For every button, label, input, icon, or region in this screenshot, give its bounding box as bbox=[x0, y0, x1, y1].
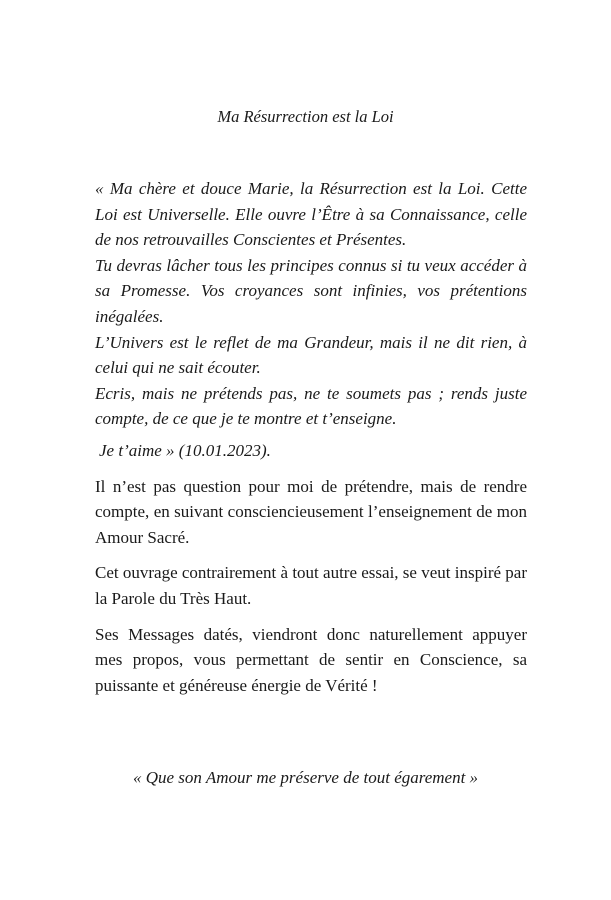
closing-quote: « Que son Amour me préserve de tout égarement » bbox=[132, 768, 479, 787]
signoff-date: » (10.01.2023). bbox=[161, 440, 271, 460]
divine-quote bbox=[95, 176, 527, 464]
page-title: Ma Résurrection est la Loi bbox=[217, 107, 394, 126]
quote-paragraph: L’Univers est le reflet de ma Grandeur, mais il ne dit rien, à celui qui ne sait écouter. bbox=[95, 332, 527, 378]
quote-paragraph: « Ma chère et douce Marie, la Résurrection est la Loi. Cette Loi est Universelle. Elle ouvre l’Être à sa Connaissance, celle de nos retrouvailles Conscientes et Présentes. bbox=[95, 179, 527, 250]
body-text bbox=[95, 176, 527, 698]
quote-paragraph: Ecris, mais ne prétends pas, ne te soumets pas ; rends juste compte, de ce que je te montre et t’enseigne. bbox=[95, 383, 527, 429]
quote-signoff bbox=[95, 438, 527, 464]
prose-paragraph: Il n’est pas question pour moi de prétendre, mais de rendre compte, en suivant consciencieusement l’enseignement de mon Amour Sacré. bbox=[95, 476, 527, 547]
prose-paragraph: Ses Messages datés, viendront donc naturellement appuyer mes propos, vous permettant de sentir en Conscience, sa puissante et généreuse énergie de Vérité ! bbox=[95, 624, 527, 695]
signoff-text: Je t’aime bbox=[99, 440, 162, 460]
author-prose bbox=[95, 474, 527, 699]
prose-paragraph: Cet ouvrage contrairement à tout autre essai, se veut inspiré par la Parole du Très Haut. bbox=[95, 563, 527, 608]
quote-paragraph: Tu devras lâcher tous les principes connus si tu veux accéder à sa Promesse. Vos croyances sont infinies, vos prétentions inégalées. bbox=[95, 255, 527, 326]
